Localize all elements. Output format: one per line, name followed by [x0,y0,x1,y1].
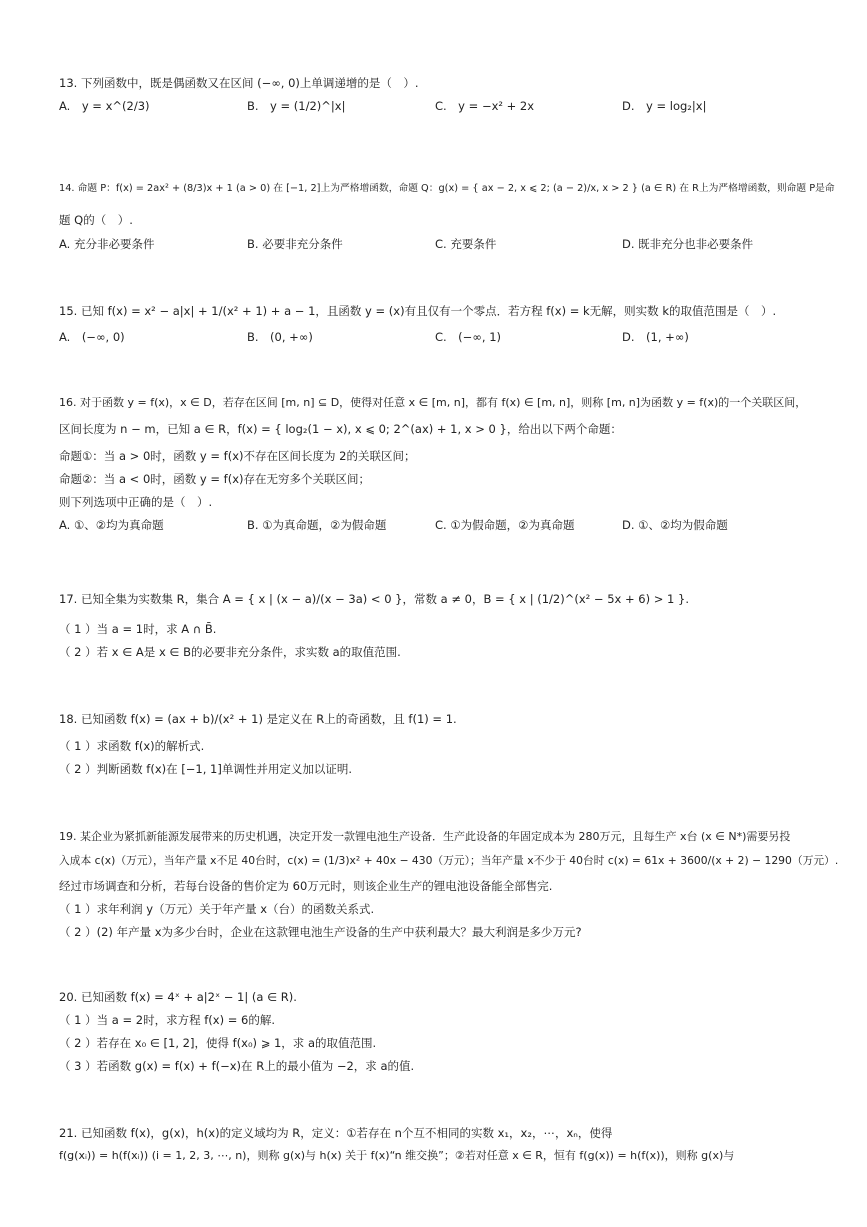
q18-part-2: （ 2 ）判断函数 f(x)在 [−1, 1]单调性并用定义加以证明. [59,762,352,776]
q14-option-c: C. 充要条件 [435,237,497,251]
q19-stem-line2: 入成本 c(x)（万元），当年产量 x不足 40台时，c(x) = (1/3)x² + 40x − 430（万元）；当年产量 x不少于 40台时 c(x) = 61x + 3600/(x + 2) − 1290（万元）. [59,854,839,867]
q16-proposition-2: 命题②：当 a < 0时，函数 y = f(x)存在无穷多个关联区间； [59,472,371,486]
q17-part-1: （ 1 ）当 a = 1时，求 A ∩ B̄. [59,622,217,636]
q16-option-a: A. ①、②均为真命题 [59,518,164,532]
q21-stem-line2: f(g(xᵢ)) = h(f(xᵢ)) (i = 1, 2, 3, ⋯, n)，则称 g(x)与 h(x) 关于 f(x)“n 维交换”；②若对任意 x ∈ R，恒有 f(g(x)) = h(f(x))，则称 g(x)与 [59,1149,735,1162]
q15-option-b: B. (0, +∞) [247,330,313,344]
q15-option-a: A. (−∞, 0) [59,330,125,344]
q14-stem-line1: 14. 命题 P：f(x) = 2ax² + (8/3)x + 1 (a > 0) 在 [−1, 2]上为严格增函数，命题 Q：g(x) = { ax − 2, x ⩽ 2; (a − 2)/x, x > 2 } (a ∈ R) 在 R上为严格增函数，则命题 P是命 [59,183,835,194]
q13-option-d: D. y = log₂|x| [622,99,707,113]
q20-part-1: （ 1 ）当 a = 2时，求方程 f(x) = 6的解. [59,1013,275,1027]
q16-proposition-1: 命题①：当 a > 0时，函数 y = f(x)不存在区间长度为 2的关联区间； [59,449,416,463]
q16-stem-line1: 16. 对于函数 y = f(x)，x ∈ D，若存在区间 [m, n] ⊆ D，使得对任意 x ∈ [m, n]，都有 f(x) ∈ [m, n]，则称 [m, n]为函数 y = f(x)的一个关联区间， [59,396,807,409]
q21-stem-line1: 21. 已知函数 f(x)，g(x)，h(x)的定义域均为 R，定义：①若存在 n个互不相同的实数 x₁，x₂，⋯，xₙ，使得 [59,1126,613,1140]
q16-option-d: D. ①、②均为假命题 [622,518,728,532]
q15-options [59,329,839,345]
q13-stem: 13. 下列函数中，既是偶函数又在区间 (−∞, 0)上单调递增的是（ ）. [59,76,419,90]
q19-stem-line1: 19. 某企业为紧抓新能源发展带来的历史机遇，决定开发一款锂电池生产设备．生产此设备的年固定成本为 280万元，且每生产 x台 (x ∈ N*)需要另投 [59,830,791,843]
q13-options [59,98,839,114]
q14-option-d: D. 既非充分也非必要条件 [622,237,754,251]
q15-stem: 15. 已知 f(x) = x² − a|x| + 1/(x² + 1) + a − 1，且函数 y = (x)有且仅有一个零点．若方程 f(x) = k无解，则实数 k的取值范围是（ ）. [59,304,777,318]
q17-stem: 17. 已知全集为实数集 R，集合 A = { x | (x − a)/(x − 3a) < 0 }，常数 a ≠ 0，B = { x | (1/2)^(x² − 5x + 6) > 1 }. [59,592,689,606]
q18-part-1: （ 1 ）求函数 f(x)的解析式. [59,739,205,753]
q14-stem-line2: 题 Q的（ ）. [59,213,133,227]
q16-question: 则下列选项中正确的是（ ）. [59,495,213,509]
q13-option-c: C. y = −x² + 2x [435,99,535,113]
q19-part-1: （ 1 ）求年利润 y（万元）关于年产量 x（台）的函数关系式. [59,902,375,916]
q20-stem: 20. 已知函数 f(x) = 4ˣ + a|2ˣ − 1| (a ∈ R). [59,990,297,1004]
q18-stem: 18. 已知函数 f(x) = (ax + b)/(x² + 1) 是定义在 R上的奇函数，且 f(1) = 1. [59,712,457,726]
q16-options [59,517,839,533]
q13-option-b: B. y = (1/2)^|x| [247,99,346,113]
q14-option-b: B. 必要非充分条件 [247,237,343,251]
q19-part-2: （ 2 ）(2) 年产量 x为多少台时，企业在这款锂电池生产设备的生产中获利最大？最大利润是多少万元? [59,925,582,939]
q17-part-2: （ 2 ）若 x ∈ A是 x ∈ B的必要非充分条件，求实数 a的取值范围. [59,645,401,659]
q20-part-3: （ 3 ）若函数 g(x) = f(x) + f(−x)在 R上的最小值为 −2，求 a的值. [59,1059,415,1073]
q20-part-2: （ 2 ）若存在 x₀ ∈ [1, 2]，使得 f(x₀) ⩾ 1，求 a的取值范围. [59,1036,377,1050]
q15-option-d: D. (1, +∞) [622,330,689,344]
q15-option-c: C. (−∞, 1) [435,330,502,344]
q16-option-b: B. ①为真命题，②为假命题 [247,518,387,532]
q13-option-a: A. y = x^(2/3) [59,99,150,113]
q16-stem-line2: 区间长度为 n − m，已知 a ∈ R，f(x) = { log₂(1 − x), x ⩽ 0; 2^(ax) + 1, x > 0 }，给出以下两个命题： [59,422,622,436]
q14-option-a: A. 充分非必要条件 [59,237,155,251]
q19-stem-line3: 经过市场调查和分析，若每台设备的售价定为 60万元时，则该企业生产的锂电池设备能全部售完. [59,879,553,893]
q14-options [59,236,839,252]
q16-option-c: C. ①为假命题，②为真命题 [435,518,575,532]
